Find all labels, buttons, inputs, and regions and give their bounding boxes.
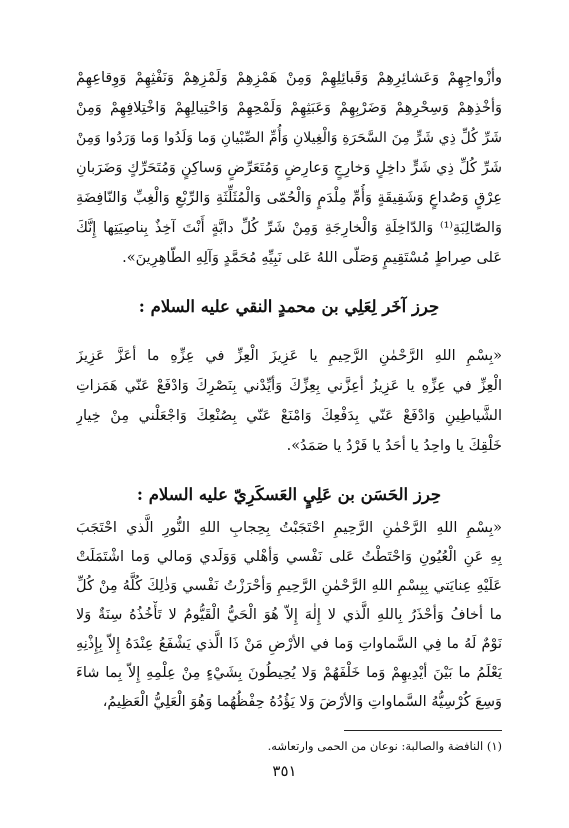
page-number: ٣٥١ — [272, 762, 297, 780]
footnote: (١) النافضة والصالبة: نوعان من الحمى وارتعاشه. — [267, 739, 502, 753]
text-line: وَالصّالِبَةِ⁽¹⁾ وَالدّاخِلَةِ وَالْخارِجَةِ وَمِنْ شَرِّ كُلِّ دابَّةٍ أَنْتَ آخِذٌ بِناصِيَتِها إِنَّكَ — [76, 220, 502, 236]
text-line: ما أخافُ وَأحْذَرُ بِاللهِ الَّذي لا إِلٰهَ إِلاّ هُوَ الْحَيُّ الْقَيُّومُ لا تَأْخُذُهُ سِنَةٌ وَلا — [76, 607, 502, 623]
text-line: عَلى صِراطٍ مُسْتَقِيمٍ وَصَلّى اللهُ عَلى نَبِيِّهِ مُحَمَّدٍ وَآلِهِ الطّاهِرِينَ». — [122, 250, 502, 266]
text-line: وَسِعَ كُرْسِيُّهُ السَّماواتِ وَالأرْضَ وَلا يَؤُدُهُ حِفْظُهُما وَهُوَ الْعَلِيُّ الْعَظِيمُ، — [102, 694, 502, 710]
text-line: «بِسْمِ اللهِ الرَّحْمٰنِ الرَّحِيمِ احْتَجَبْتُ بِحِجابِ اللهِ النُّورِ الَّذي احْتَجَبَ — [76, 520, 502, 536]
text-line: وأزْواجِهِمْ وَعَشائِرِهِمْ وَقَبائِلِهِمْ وَمِنْ هَمْزِهِمْ وَلَمْزِهِمْ وَنَفْثِهِمْ وَوِقاعِهِمْ — [76, 70, 502, 86]
text-line: عَلَيْهِ عِنايَتي بِبِسْمِ اللهِ الرَّحْمٰنِ الرَّحِيمِ وَأحْرَزْتُ نَفْسي وَذٰلِكَ كُلَّهُ مِنْ كُلِّ — [76, 578, 502, 594]
text-line: الشَّياطِينِ وَادْفَعْ عَنّي بِدَفْعِكَ وَامْنَعْ عَنّي بِصُنْعِكَ وَاجْعَلْني مِنْ خِيارِ — [76, 408, 502, 424]
text-line: نَوْمٌ لَهُ ما فِي السَّماواتِ وَما في الأرْضِ مَنْ ذَا الَّذي يَشْفَعُ عِنْدَهُ إِلاّ بِإِذْنِهِ — [76, 636, 502, 652]
footnote-divider — [344, 730, 502, 731]
text-line: عِرْقٍ وَصُداعٍ وَشَقِيقَةٍ وَأُمِّ مِلْدَمٍ وَالْحُمّى وَالْمُثَلِّثَةِ وَالرِّبْعِ وَالْغِبِّ وَالنّافِضَةِ — [76, 190, 502, 206]
text-line: شَرِّ كُلِّ ذِي شَرٍّ داخِلٍ وَخارِجٍ وَعارِضٍ وَمُتَعَرِّضٍ وَساكِنٍ وَمُتَحَرِّكٍ وَضَرَبانِ — [76, 160, 502, 176]
text-line: يَعْلَمُ ما بَيْنَ أيْدِيهِمْ وَما خَلْفَهُمْ وَلا يُحِيطُونَ بِشَيْءٍ مِنْ عِلْمِهِ إِلاّ بِما شاءَ — [76, 665, 502, 681]
text-line: خَلْقِكَ يا واحِدُ يا أحَدُ يا فَرْدُ يا صَمَدُ». — [286, 438, 502, 454]
text-line: بِهِ عَنِ الْعُيُونِ وَاحْتَطْتُ عَلى نَفْسي وَأهْلي وَوَلَدي وَمالي وَما اشْتَمَلَتْ — [76, 549, 502, 565]
section-heading: حِرز آخَر لِعَلِي بن محمدٍ النقي عليه السلام : — [138, 297, 440, 316]
text-line: وَأخْذِهِمْ وَسِحْرِهِمْ وَضَرْبِهِمْ وَعَبَثِهِمْ وَلَمْحِهِمْ وَاحْتِيالِهِمْ وَاخْتِلافِهِمْ وَمِنْ — [76, 100, 502, 116]
text-line: «بِسْمِ اللهِ الرَّحْمٰنِ الرَّحِيمِ يا عَزِيزَ الْعِزِّ في عِزِّهِ ما أعَزَّ عَزِيزَ — [76, 348, 502, 364]
section-heading: حِرز الحَسَن بن عَلِيٍ العَسكَرِيّ عليه السلام : — [136, 485, 442, 504]
text-line: شَرِّ كُلِّ ذِي شَرٍّ مِنَ السَّحَرَةِ وَالْغِيلانِ وَأُمِّ الصِّبْيانِ وَما وَلَدُوا وَما وَرَدُوا وَمِنْ — [76, 130, 502, 146]
text-line: الْعِزِّ في عِزِّهِ يا عَزِيزُ أعِزَّني بِعِزِّكَ وَأيِّدْني بِنَصْرِكَ وَادْفَعْ عَنّي هَمَزاتِ — [76, 378, 502, 394]
